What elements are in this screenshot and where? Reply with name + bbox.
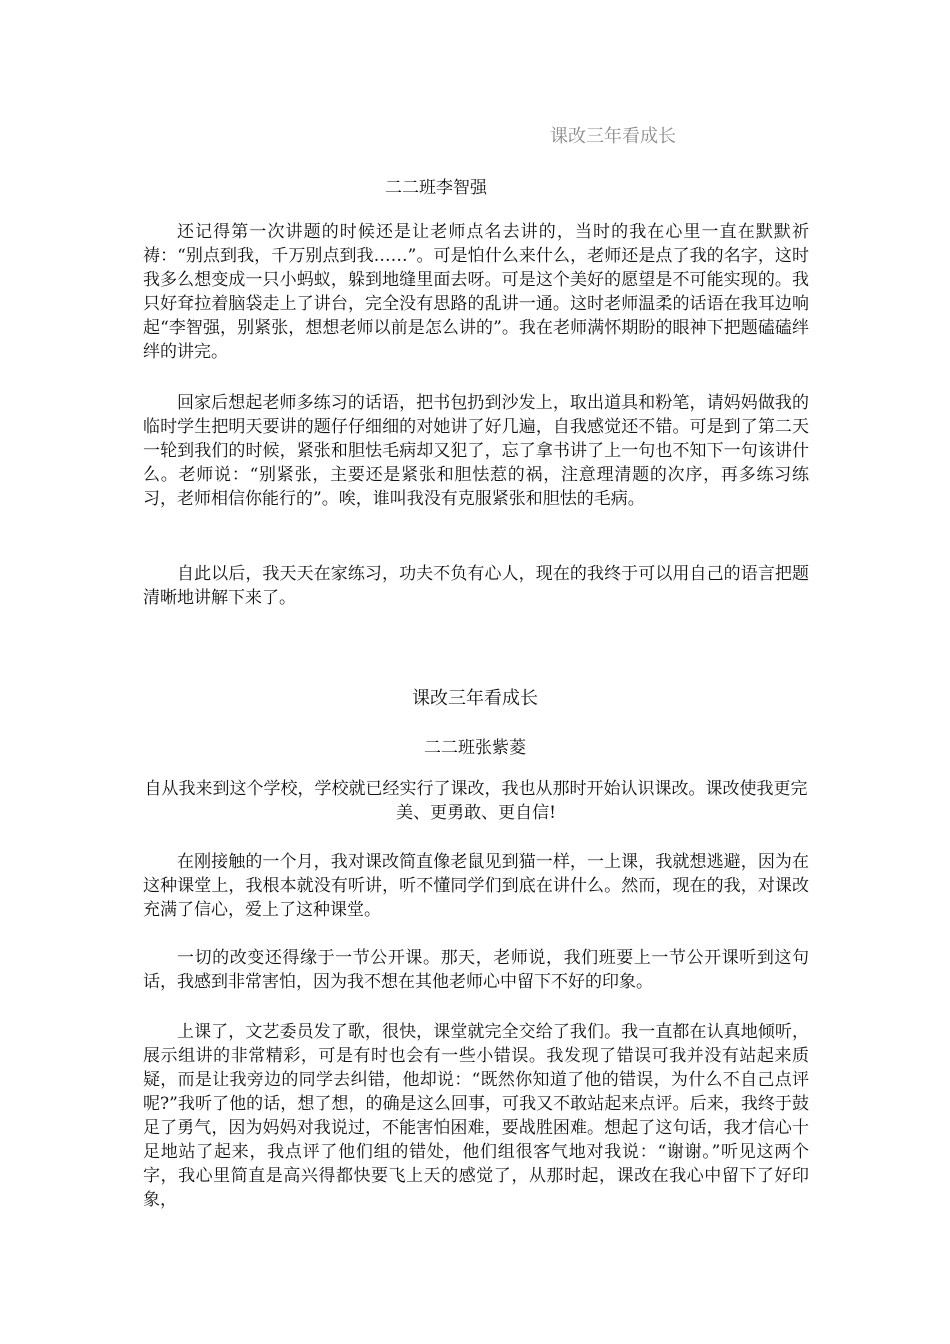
- essay-2-intro: 自从我来到这个学校，学校就已经实行了课改，我也从那时开始认识课改。课改使我更完美、更勇敢、更自信!: [144, 779, 808, 823]
- essay-1-author: 二二班李智强: [385, 178, 487, 198]
- essay-1-paragraph-2: 回家后想起老师多练习的话语，把书包扔到沙发上，取出道具和粉笔，请妈妈做我的临时学生把明天要讲的题仔仔细细的对她讲了好几遍，自我感觉还不错。可是到了第二天一轮到我们的时候，紧张和胆怯毛病却又犯了，忘了拿书讲了上一句也不知下一句该讲什么。老师说：“别紧张，主要还是紧张和胆怯惹的祸，注意理清题的次序，再多练习练习，老师相信你能行的”。唉，谁叫我没有克服紧张和胆怯的毛病。: [143, 393, 809, 509]
- essay-2-paragraph-1: 在刚接触的一个月，我对课改简直像老鼠见到猫一样，一上课，我就想逃避，因为在这种课堂上，我根本就没有听讲，听不懂同学们到底在讲什么。然而，现在的我，对课改充满了信心，爱上了这种课堂。: [143, 852, 809, 920]
- essay-2-paragraph-2: 一切的改变还得缘于一节公开课。那天，老师说，我们班要上一节公开课听到这句话，我感到非常害怕，因为我不想在其他老师心中留下不好的印象。: [143, 948, 809, 992]
- essay-1-paragraph-1: 还记得第一次讲题的时候还是让老师点名去讲的，当时的我在心里一直在默默祈祷：“别点到我，千万别点到我……”。可是怕什么来什么，老师还是点了我的名字，这时我多么想变成一只小蚂蚁，躲到地缝里面去呀。可是这个美好的愿望是不可能实现的。我只好耷拉着脑袋走上了讲台，完全没有思路的乱讲一通。这时老师温柔的话语在我耳边响起“李智强，别紧张，想想老师以前是怎么讲的”。我在老师满怀期盼的眼神下把题磕磕绊绊的讲完。: [143, 222, 809, 362]
- essay-2-author: 二二班张紫菱: [424, 738, 526, 758]
- essay-1-title: 课改三年看成长: [550, 126, 676, 147]
- essay-2-title: 课改三年看成长: [412, 688, 538, 709]
- essay-1-paragraph-3: 自此以后，我天天在家练习，功夫不负有心人，现在的我终于可以用自己的语言把题清晰地讲解下来了。: [143, 564, 809, 608]
- essay-2-paragraph-3: 上课了，文艺委员发了歌，很快，课堂就完全交给了我们。我一直都在认真地倾听，展示组讲的非常精彩，可是有时也会有一些小错误。我发现了错误可我并没有站起来质疑，而是让我旁边的同学去纠错，他却说：“既然你知道了他的错误，为什么不自己点评呢?”我听了他的话，想了想，的确是这么回事，可我又不敢站起来点评。后来，我终于鼓足了勇气，因为妈妈对我说过，不能害怕困难，要战胜困难。想起了这句话，我才信心十足地站了起来，我点评了他们组的错处，他们组很客气地对我说：“谢谢。”听见这两个字，我心里简直是高兴得都快要飞上天的感觉了，从那时起，课改在我心中留下了好印象，: [143, 1022, 809, 1210]
